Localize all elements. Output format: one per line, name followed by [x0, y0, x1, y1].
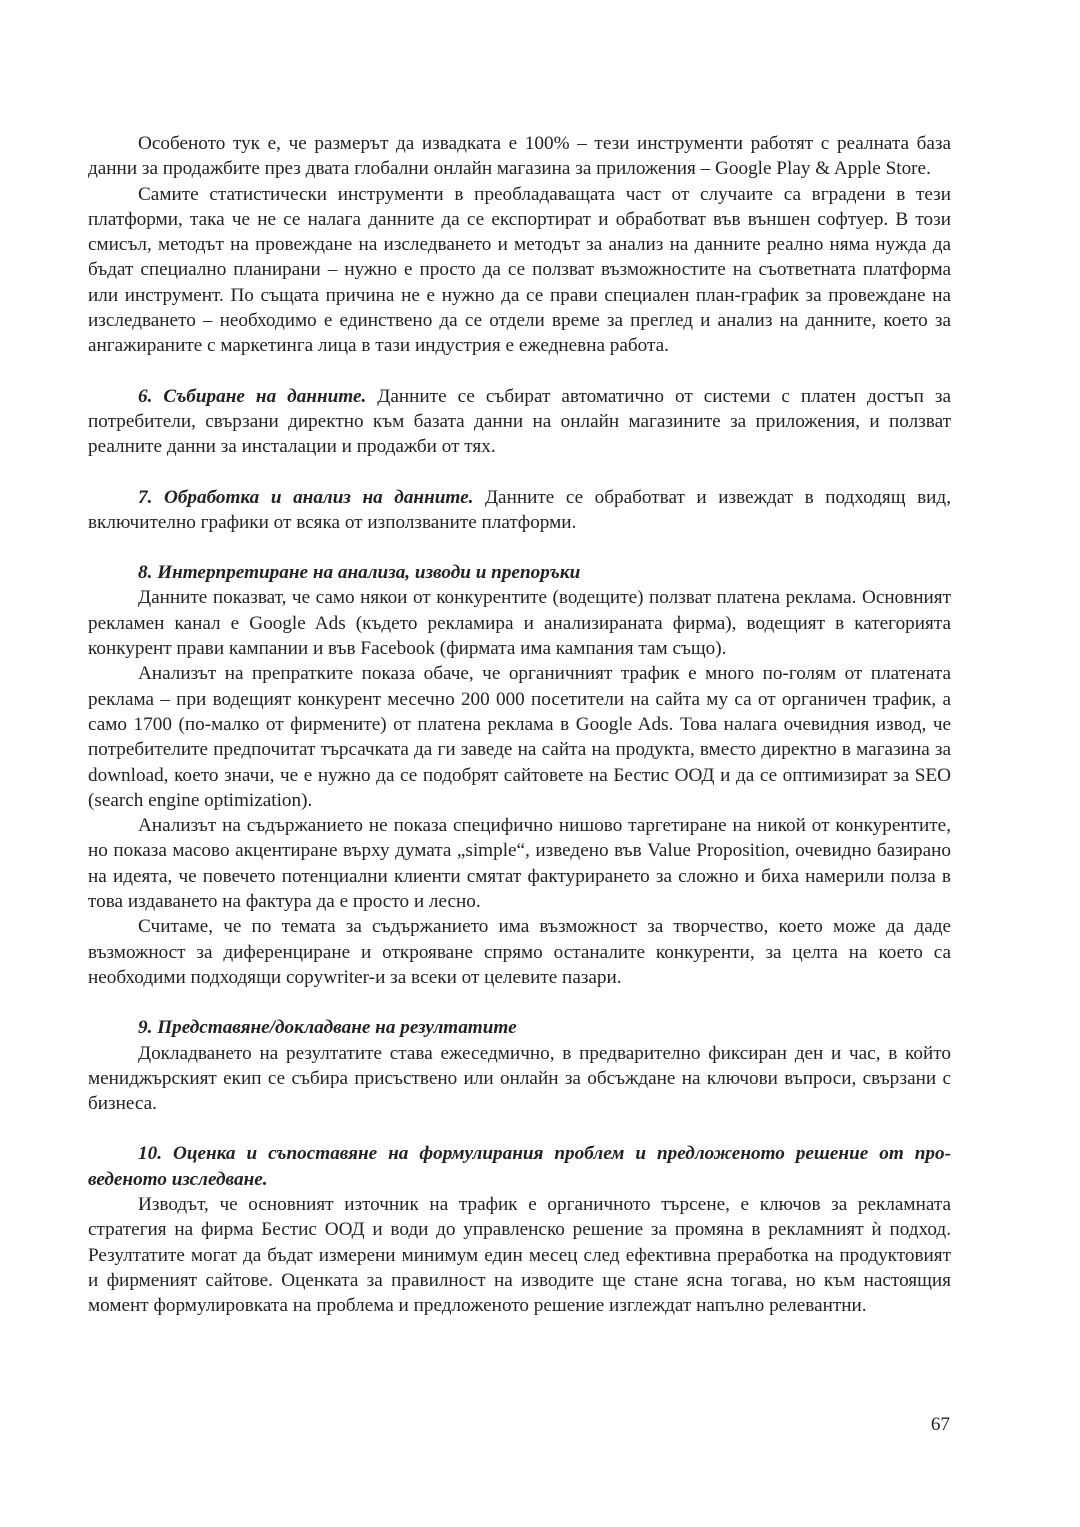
intro-paragraph-2: Самите статистически инструменти в преобладаващата част от случаите са вградени в тези платформи, така че не се налага данните да се експортират и обработват във външен софтуер. В този смисъл, методът на провеждане на изследването и методът за анализ на данните реално няма нужда да бъдат специално планирани – нужно е просто да се ползват възможностите на съответната платформа или инструмент. По същата причина не е нужно да се прави специален план-график за провеждане на изследването – необходимо е единствено да се отдели време за преглед и анализ на данните, което за ангажираните с маркетинга лица в тази индустрия е ежедневна работа. [88, 183, 951, 357]
section-6-paragraph [88, 384, 951, 460]
section-7-title: 7. Обработка и анализ на данните. [138, 486, 474, 508]
section-8 [88, 560, 951, 990]
section-9-paragraph-1: Докладването на резултатите става ежеседмично, в предварително фиксиран ден и час, в който мениджърският екип се събира присъствено или онлайн за обсъждане на ключови въпроси, свързани с бизнеса. [88, 1042, 951, 1115]
section-8-paragraph-4: Считаме, че по темата за съдържанието има възможност за творчество, което може да даде възможност за диференциране и открояване спрямо останалите конкуренти, за целта на което са необходими подходящи copywriter-и за всеки от целевите пазари. [88, 916, 951, 988]
page-number: 67 [930, 1414, 950, 1435]
section-9-title: 9. Представяне/докладване на резултатите [138, 1017, 517, 1039]
section-7 [88, 485, 951, 536]
section-8-paragraph-2: Анализът на препратките показа обаче, че органичният трафик е много по-голям от платената реклама – при водещият конкурент месечно 200 000 посетители на сайта му са от органичен трафик, а само 1700 (по-малко от фирмените) от платена реклама в Google Ads. Това налага очевидния извод, че потребителите предпочитат търсачката да ги заведе на сайта на продукта, вместо директно в магазина за download, което значи, че е нужно да се подобрят сайтовете на Бестис ООД и да се оптимизират за SEO (search engine optimization). [88, 663, 951, 811]
section-8-paragraph-3: Анализът на съдържанието не показа специфично нишово таргетиране на никой от конкурентите, но показа масово акцентиране върху думата „simple“, изведено във Value Proposition, очевидно базирано на идеята, че повечето потенциални клиенти смятат фактурирането за сложно и биха намерили полза в това издаването на фактура да е просто и лесно. [88, 815, 951, 913]
intro-paragraph-1: Особеното тук е, че размерът да извадката е 100% – тези инструменти работят с реалната база данни за продажбите през двата глобални онлайн магазина за приложения – Google Play & Apple Store. [88, 133, 951, 180]
section-10 [88, 1141, 951, 1318]
section-6-text: Данните се събират автоматично от системи с платен достъп за потребители, свързани директно към базата данни на онлайн магазините за приложения, и ползват реалните данни за инсталации и продажби от тях. [88, 385, 951, 458]
section-6 [88, 384, 951, 460]
section-9 [88, 1015, 951, 1116]
section-7-paragraph [88, 485, 951, 536]
section-6-title: 6. Събиране на данните. [138, 385, 367, 407]
section-10-paragraph-1: Изводът, че основният източник на трафик е органичното търсене, е ключов за рекламната стратегия на фирма Бестис ООД и води до управленско решение за промяна в рекламният ѝ подход. Резултатите могат да бъдат измерени минимум един месец след ефективна преработка на продуктовият и фирменият сайтове. Оценката за правилност на изводите ще стане ясна тогава, но към настоящия момент формулировката на проблема и предложеното решение изглеждат напълно релевантни. [88, 1193, 951, 1317]
page-content [88, 131, 951, 1318]
section-8-paragraph-1: Данните показват, че само някои от конкурентите (водещите) ползват платена реклама. Основният рекламен канал е Google Ads (където рекламира и анализираната фирма), водещият в категорията конкурент прави кампании и във Facebook (фирмата има кампания там също). [88, 587, 951, 660]
section-10-title: 10. Оценка и съпоставяне на формулирания проблем и предложеното решение от проведеното изследване. [88, 1143, 951, 1190]
section-8-title: 8. Интерпретиране на анализа, изводи и препоръки [138, 562, 581, 584]
section-7-text: Данните се обработват и извеждат в подходящ вид, включително графики от всяка от използваните платформи. [88, 486, 951, 533]
